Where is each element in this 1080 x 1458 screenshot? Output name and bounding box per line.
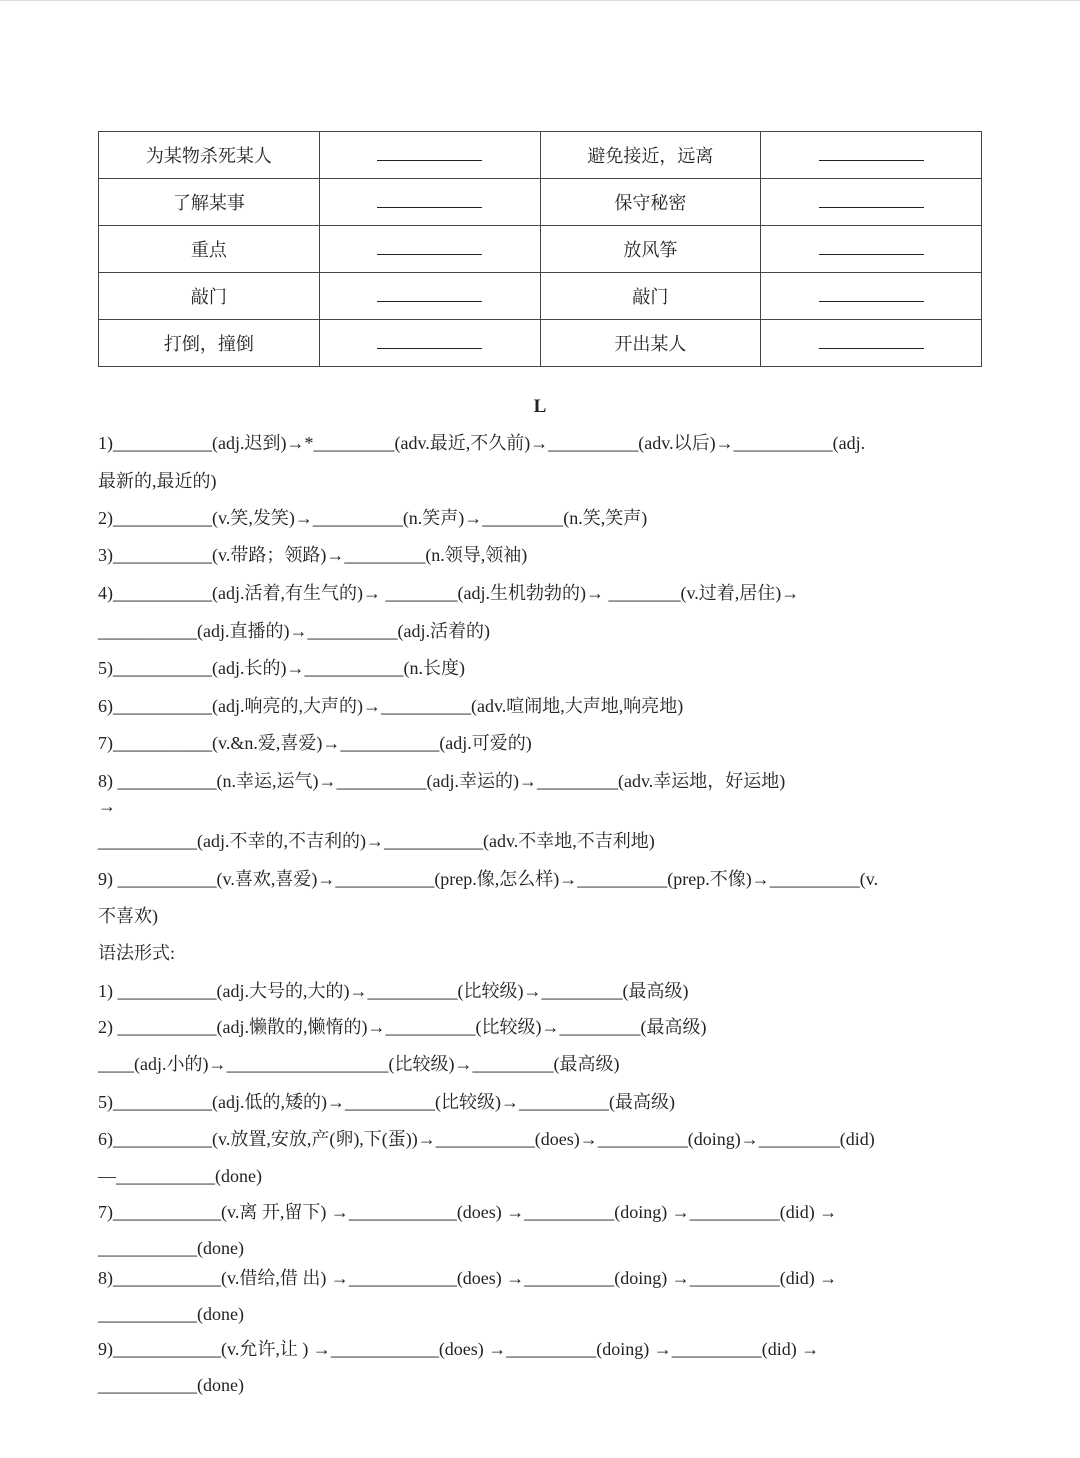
exercise-line: 6)___________(v.放置,安放,产(卵),下(蛋))→___________(does)→__________(doing)→_________(did) (98, 1129, 875, 1149)
exercise-line: 9)____________(v.允许,让 ) →____________(does) →__________(doing) →__________(did) → (98, 1339, 820, 1359)
table-row (99, 132, 982, 179)
exercise-line: ___________(adj.直播的)→__________(adj.活着的) (98, 621, 490, 641)
phrase-cell: 了解某事 (99, 179, 320, 226)
exercise-line: 5)___________(adj.低的,矮的)→__________(比较级)→__________(最高级) (98, 1092, 675, 1112)
section-title: L (533, 396, 547, 417)
phrase-cell: 保守秘密 (540, 179, 761, 226)
exercise-line: 8) ___________(n.幸运,运气)→__________(adj.幸运的)→_________(adv.幸运地，好运地) (98, 771, 786, 791)
exercise-line: 2)___________(v.笑,发笑)→__________(n.笑声)→_________(n.笑,笑声) (98, 508, 648, 528)
exercise-line: → (98, 796, 116, 816)
exercise-line: 语法形式: (98, 943, 176, 963)
phrase-cell: 开出某人 (540, 320, 761, 367)
phrase-cell: 重点 (99, 226, 320, 273)
exercise-line: 8)____________(v.借给,借 出) →____________(does) →__________(doing) →__________(did) → (98, 1268, 838, 1288)
phrase-cell: 避免接近，远离 (540, 132, 761, 179)
answer-blank (761, 226, 982, 273)
exercise-line: 9) ___________(v.喜欢,喜爱)→___________(prep.像,怎么样)→__________(prep.不像)→__________(v. (98, 869, 879, 889)
answer-blank (319, 179, 540, 226)
table-row (99, 273, 982, 320)
answer-blank (319, 320, 540, 367)
exercise-line: 最新的,最近的) (98, 471, 217, 491)
exercise-line: ___________(adj.不幸的,不吉利的)→___________(adv.不幸地,不吉利地) (98, 831, 655, 851)
exercise-line: 4)___________(adj.活着,有生气的)→ ________(adj.生机勃勃的)→ ________(v.过着,居住)→ (98, 583, 800, 603)
exercise-line: 1)___________(adj.迟到)→*_________(adv.最近,不久前)→__________(adv.以后)→___________(adj. (98, 433, 866, 453)
exercise-line: 2) ___________(adj.懒散的,懒惰的)→__________(比较级)→_________(最高级) (98, 1017, 707, 1037)
exercise-line: 不喜欢) (98, 906, 158, 926)
answer-blank (319, 273, 540, 320)
exercise-line: ___________(done) (98, 1238, 244, 1258)
answer-blank (761, 132, 982, 179)
answer-blank (761, 273, 982, 320)
exercise-line: 1) ___________(adj.大号的,大的)→__________(比较级)→_________(最高级) (98, 981, 689, 1001)
exercise-line: 7)____________(v.离 开,留下) →____________(does) →__________(doing) →__________(did) → (98, 1202, 838, 1222)
exercise-line: 3)___________(v.带路；领路)→_________(n.领导,领袖) (98, 545, 528, 565)
answer-blank (761, 320, 982, 367)
phrase-cell: 放风筝 (540, 226, 761, 273)
vocab-table (98, 131, 982, 367)
exercise-line: —___________(done) (98, 1166, 262, 1186)
phrase-cell: 敲门 (99, 273, 320, 320)
answer-blank (319, 226, 540, 273)
table-row (99, 226, 982, 273)
answer-blank (761, 179, 982, 226)
exercise-line: 7)___________(v.&n.爱,喜爱)→___________(adj.可爱的) (98, 733, 532, 753)
exercise-line: ____(adj.小的)→__________________(比较级)→_________(最高级) (98, 1054, 620, 1074)
exercise-line: ___________(done) (98, 1304, 244, 1324)
exercise-line: 6)___________(adj.响亮的,大声的)→__________(adv.喧闹地,大声地,响亮地) (98, 696, 684, 716)
phrase-cell: 敲门 (540, 273, 761, 320)
table-row (99, 320, 982, 367)
table-row (99, 179, 982, 226)
answer-blank (319, 132, 540, 179)
exercise-line: ___________(done) (98, 1375, 244, 1395)
exercise-line: 5)___________(adj.长的)→___________(n.长度) (98, 658, 465, 678)
phrase-cell: 打倒，撞倒 (99, 320, 320, 367)
phrase-cell: 为某物杀死某人 (99, 132, 320, 179)
